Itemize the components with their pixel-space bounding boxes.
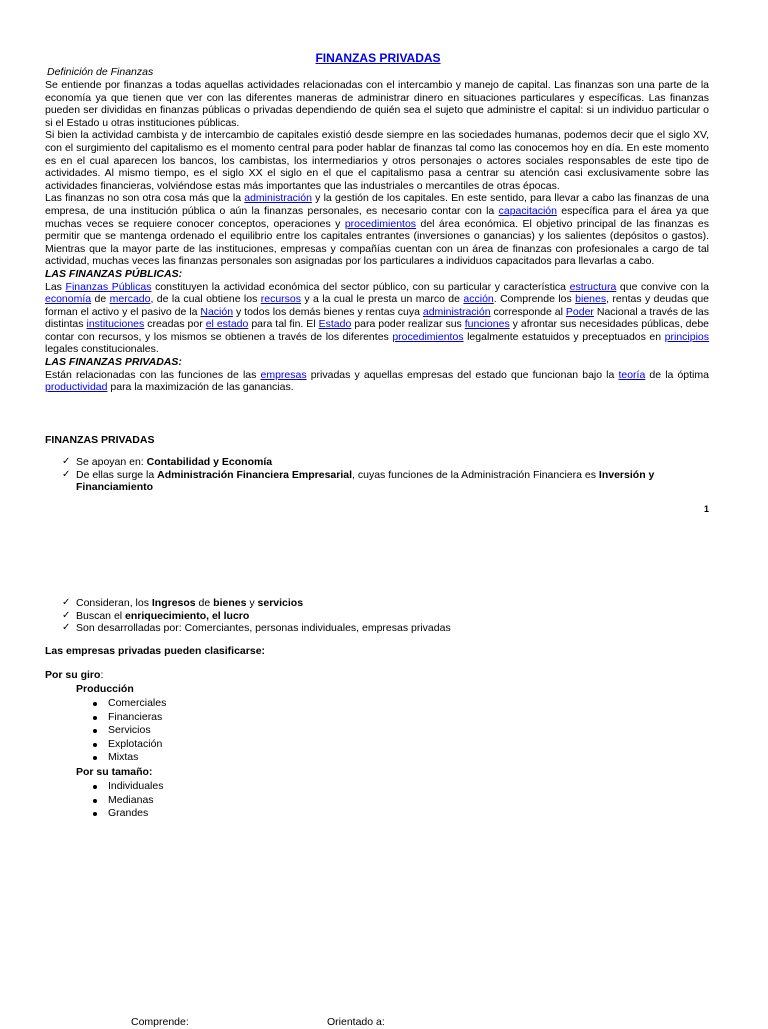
list-item: Grandes	[91, 807, 163, 821]
list-item: Financieras	[91, 711, 166, 725]
paragraph-privadas: Están relacionadas con las funciones de las empresas privadas y aquellas empresas del estado que funcionan bajo la teoría de la óptima productividad para la maximización de las ganancias.	[45, 368, 709, 394]
check-list-1	[60, 456, 710, 494]
link-productividad[interactable]: productividad	[45, 381, 108, 394]
classification-heading: Las empresas privadas pueden clasificarse:	[45, 645, 266, 657]
list-item: Servicios	[91, 724, 166, 738]
list-item: Individuales	[91, 780, 163, 794]
link-economia[interactable]: economía	[45, 293, 92, 306]
check-icon: ✓	[62, 609, 71, 621]
check-icon: ✓	[62, 622, 71, 634]
paragraph-finanzas: Las finanzas no son otra cosa más que la administración y la gestión de los capitales. En este sentido, para llevar a cabo las finanzas de una empresa, de una institución pública o aún la finanzas personales, es necesario contar con la capacitación específica para el área ya que muchas veces se requiere conocer conceptos, operaciones y procedimientos del área económica. El objetivo principal de las finanzas es permitir que se mantenga ordenado el equilibrio entre los capitales entrantes (inversiones o ganancias) y los salientes (depósitos o gastos). Mientras que la mayor parte de las instituciones, empresas y compañías cuentan con un área de finanzas con profesionales a cargo de tal actividad, muchas veces las finanzas personales son asignadas por los particulares a individuos capacitados para llevarlas a cabo.	[45, 192, 710, 268]
link-recursos[interactable]: recursos	[260, 293, 302, 306]
check-icon: ✓	[62, 456, 71, 467]
footer-orientado: Orientado a:	[327, 1016, 385, 1028]
link-accion[interactable]: acción	[463, 293, 494, 306]
paragraph-publicas: Las Finanzas Públicas constituyen la actividad económica del sector público, con su particular y característica estructura que convive con la economía de mercado, de la cual obtiene los recursos y a la cual le presta un marco de acción. Comprende los bienes, rentas y deudas que forman el activo y el pasivo de la Nación y todos los demás bienes y rentas cuya administración corresponde al Poder Nacional a través de las distintas instituciones creadas por el estado para tal fin. El Estado para poder realizar sus funciones y afrontar sus necesidades públicas, debe contar con recursos, y los mismos se obtienen a través de los diferentes procedimientos legalmente estatuidos y preceptuados en principios legales constitucionales.	[45, 280, 710, 356]
link-poder[interactable]: Poder	[565, 305, 594, 318]
heading-publicas: LAS FINANZAS PÚBLICAS:	[45, 267, 183, 280]
por-su-giro-label: Por su giro:	[45, 669, 104, 681]
produccion-list	[91, 697, 166, 765]
list-item: Explotación	[91, 738, 166, 752]
por-su-tamano-label: Por su tamaño:	[76, 766, 153, 778]
link-instituciones[interactable]: instituciones	[86, 318, 145, 331]
link-procedimientos-2[interactable]: procedimientos	[392, 330, 464, 343]
link-finanzas-publicas[interactable]: Finanzas Públicas	[65, 280, 152, 293]
link-estructura[interactable]: estructura	[569, 280, 617, 293]
check-list-2	[60, 597, 710, 635]
check-icon: ✓	[62, 468, 71, 480]
main-text	[45, 79, 709, 394]
link-procedimientos[interactable]: procedimientos	[344, 217, 417, 230]
section-heading-finanzas-privadas: FINANZAS PRIVADAS	[45, 434, 155, 446]
list-item: ✓ Consideran, los Ingresos de bienes y servicios	[62, 597, 304, 609]
check-icon: ✓	[62, 597, 71, 608]
link-bienes[interactable]: bienes	[575, 293, 607, 306]
link-mercado[interactable]: mercado	[109, 293, 151, 306]
list-item: Comerciales	[91, 697, 166, 711]
link-administracion[interactable]: administración	[244, 192, 312, 205]
list-item: Medianas	[91, 794, 163, 808]
list-item: ✓ Son desarrolladas por: Comerciantes, personas individuales, empresas privadas	[62, 622, 451, 635]
paragraph-definition: Se entiende por finanzas a todas aquellas actividades relacionadas con el intercambio y manejo de capital. Las finanzas son una parte de la economía ya que tienen que ver con las diferentes maneras de administrar dinero en situaciones particulares y específicas. Las finanzas pueden ser divididas en finanzas públicas o privadas dependiendo de quién sea el sujeto que administre el capital: si un individuo particular o si el Estado u otras instituciones públicas.	[45, 79, 709, 129]
link-estado[interactable]: Estado	[318, 318, 352, 331]
link-funciones[interactable]: funciones	[464, 318, 510, 331]
list-item: ✓ Se apoyan en: Contabilidad y Economía	[62, 456, 273, 468]
page-title[interactable]: FINANZAS PRIVADAS	[315, 51, 441, 65]
list-item: Mixtas	[91, 751, 166, 765]
link-teoria[interactable]: teoría	[618, 368, 646, 381]
heading-privadas: LAS FINANZAS PRIVADAS:	[45, 356, 182, 369]
footer-comprende: Comprende:	[131, 1016, 189, 1028]
link-el-estado[interactable]: el estado	[205, 318, 249, 331]
paragraph-history: Si bien la actividad cambista y de intercambio de capitales existió desde siempre en las sociedades humanas, podemos decir que el siglo XV, con el surgimiento del capitalismo es el momento central para poder hablar de finanzas tal como las conocemos hoy en día. En este momento es en el cual aparecen los bancos, los cambistas, los intermediarios y otros personajes o actores sociales responsables de este tipo de actividades. Al mismo tiempo, es el siglo XX el siglo en el que el capitalismo pasa a centrar su atención casi exclusivamente sobre las actividades financieras, volviéndose estas más importantes que las industriales o mercantiles de otras épocas.	[45, 129, 709, 192]
link-empresas[interactable]: empresas	[260, 368, 307, 381]
produccion-label: Producción	[76, 683, 134, 695]
subtitle: Definición de Finanzas	[47, 66, 154, 78]
list-item: ✓ Buscan el enriquecimiento, el lucro	[62, 609, 250, 622]
link-capacitacion[interactable]: capacitación	[498, 204, 557, 217]
link-principios[interactable]: principios	[664, 330, 710, 343]
link-nacion[interactable]: Nación	[200, 305, 234, 318]
page-number: 1	[704, 504, 710, 514]
list-item: ✓ De ellas surge la Administración Financiera Empresarial, cuyas funciones de la Administración Financiera es Inversión y Financiamiento	[62, 468, 655, 494]
link-administracion-2[interactable]: administración	[422, 305, 491, 318]
tamano-list	[91, 780, 163, 821]
